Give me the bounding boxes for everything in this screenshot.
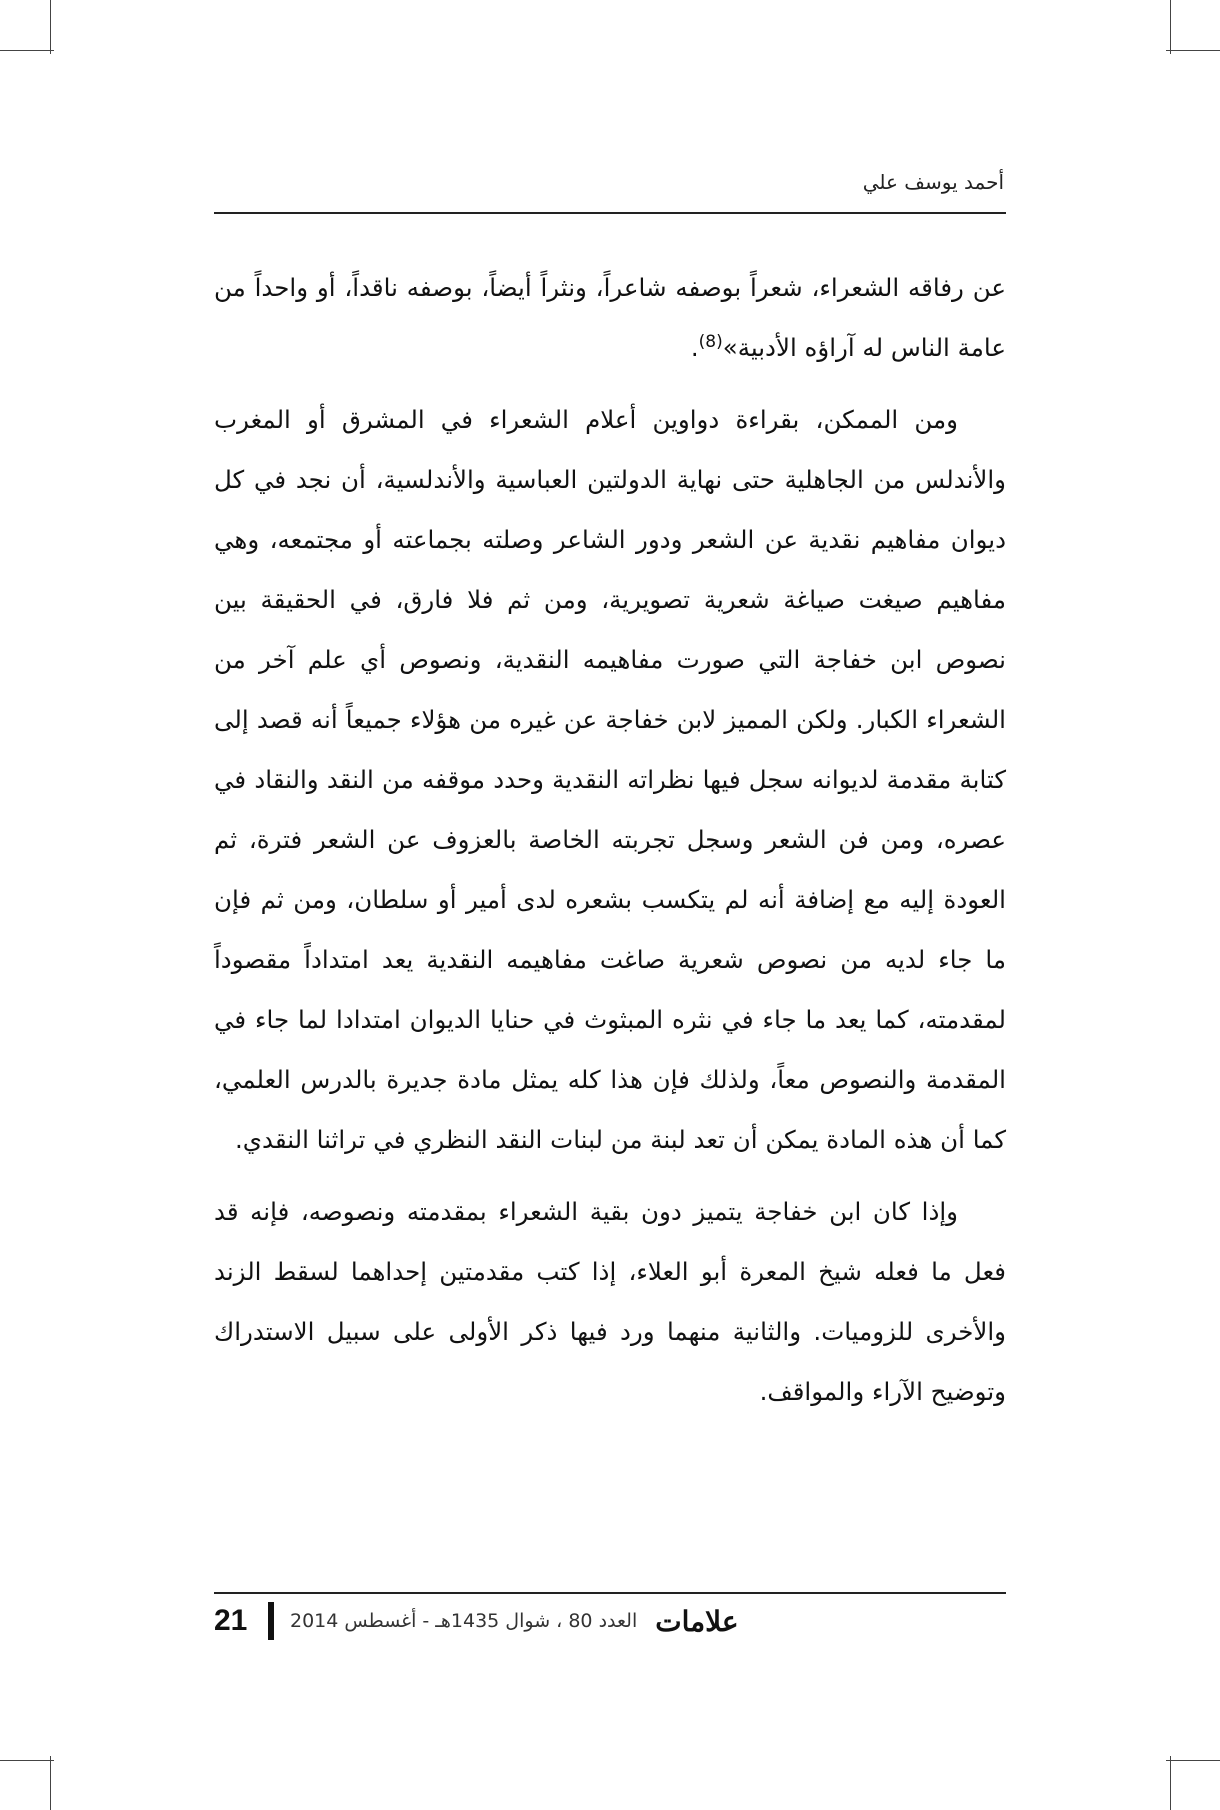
- journal-logo: علامات: [655, 1604, 739, 1638]
- page-footer: [214, 1600, 844, 1642]
- paragraph-2: [214, 390, 1006, 1170]
- paragraph-1-end: .: [690, 333, 699, 362]
- running-head-author: أحمد يوسف علي: [862, 170, 1004, 194]
- paragraph-3-text: وإذا كان ابن خفاجة يتميز دون بقية الشعراء بمقدمته ونصوصه، فإنه قد فعل ما فعله شيخ المعرة أبو العلاء، إذا كتب مقدمتين إحداهما لسقط الزند والأخرى للزوميات. والثانية منهما ورد فيها ذكر الأولى على سبيل الاستدراك وتوضيح الآراء والمواقف.: [214, 1197, 1006, 1406]
- crop-mark-top-right-h: [1166, 50, 1220, 51]
- paragraph-2-text: ومن الممكن، بقراءة دواوين أعلام الشعراء في المشرق أو المغرب والأندلس من الجاهلية حتى نهاية الدولتين العباسية والأندلسية، أن نجد في كل ديوان مفاهيم نقدية عن الشعر ودور الشاعر وصلته بجماعته أو مجتمعه، وهي مفاهيم صيغت صياغة شعرية تصويرية، ومن ثم فلا فارق، في الحقيقة بين نصوص ابن خفاجة التي صورت مفاهيمه النقدية، ونصوص أي علم آخر من الشعراء الكبار. ولكن المميز لابن خفاجة عن غيره من هؤلاء جميعاً أنه قصد إلى كتابة مقدمة لديوانه سجل فيها نظراته النقدية وحدد موقفه من النقد والنقاد في عصره، ومن فن الشعر وسجل تجربته الخاصة بالعزوف عن الشعر فترة، ثم العودة إليه مع إضافة أنه لم يتكسب بشعره لدى أمير أو سلطان، ومن ثم فإن ما جاء لديه من نصوص شعرية صاغت مفاهيمه النقدية يعد امتداداً مقصوداً لمقدمته، كما يعد ما جاء في نثره المبثوث في حنايا الديوان امتدادا لما جاء في المقدمة والنصوص معاً، ولذلك فإن هذا كله يمثل مادة جديرة بالدرس العلمي، كما أن هذه المادة يمكن أن تعد لبنة من لبنات النقد النظري في تراثنا النقدي.: [214, 405, 1006, 1154]
- crop-mark-top-left-h: [0, 50, 54, 51]
- crop-mark-top-left: [50, 0, 51, 54]
- paragraph-1-text: عن رفاقه الشعراء، شعراً بوصفه شاعراً، ونثراً أيضاً، بوصفه ناقداً، أو واحداً من عامة الناس له آراؤه الأدبية»: [214, 273, 1006, 362]
- issue-info: العدد 80 ، شوال 1435هـ - أغسطس 2014: [290, 1610, 638, 1632]
- header-rule: [214, 212, 1006, 214]
- crop-mark-bottom-left-h: [0, 1760, 54, 1761]
- body-text: [214, 258, 1006, 1422]
- crop-mark-top-right: [1170, 0, 1171, 54]
- page-number: 21: [214, 1604, 248, 1637]
- crop-mark-bottom-right: [1170, 1756, 1171, 1810]
- footer-rule: [214, 1592, 1006, 1594]
- paragraph-1: [214, 258, 1006, 378]
- paragraph-3: [214, 1182, 1006, 1422]
- crop-mark-bottom-left: [50, 1756, 51, 1810]
- footnote-ref: (8): [698, 331, 723, 352]
- footer-separator: [268, 1602, 274, 1640]
- crop-mark-bottom-right-h: [1166, 1760, 1220, 1761]
